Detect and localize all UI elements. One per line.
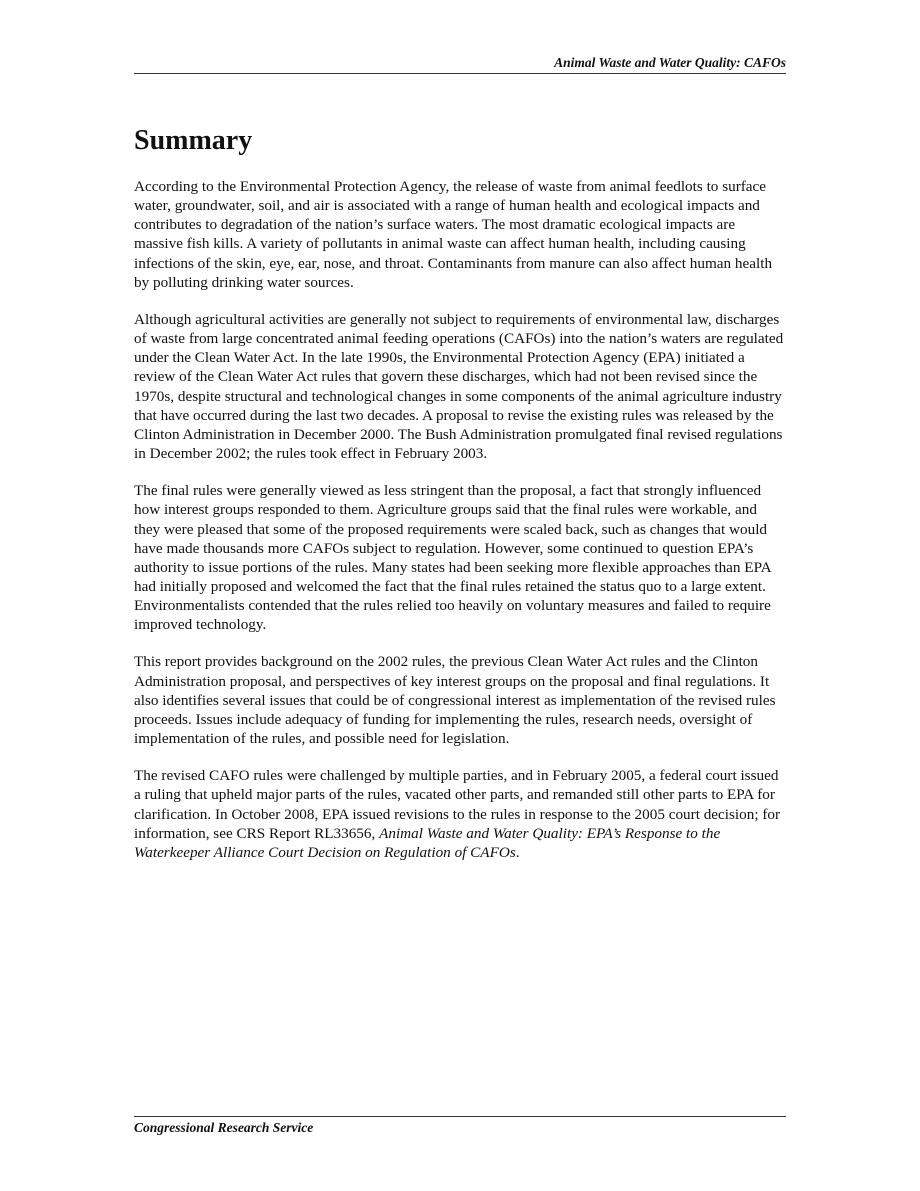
paragraph-1: According to the Environmental Protection Agency, the release of waste from animal feedlots to surface water, groundwater, soil, and air is associated with a range of human health and ecological impacts and contributes to degradation of the nation’s surface waters. The most dramatic ecological impacts are massive fish kills. A variety of pollutants in animal waste can affect human health, including causing infections of the skin, eye, ear, nose, and throat. Contaminants from manure can also affect human health by polluting drinking water sources. [134, 178, 773, 291]
paragraph-5-text: The revised CAFO rules were challenged by multiple parties, and in February 2005, a federal court issued a ruling that upheld major parts of the rules, vacated other parts, and remanded still other parts to EPA for clarification. In October 2008, EPA issued revisions to the rules in response to the 2005 court decision; for information, see CRS Report RL33656, [134, 767, 781, 842]
running-header: Animal Waste and Water Quality: CAFOs [554, 55, 786, 70]
report-citation-title: Animal Waste and Water Quality: EPA’s Response to the Waterkeeper Alliance Court Decision on Regulation of CAFOs [134, 824, 721, 861]
footer-divider [134, 1116, 786, 1117]
header-divider [134, 73, 786, 74]
summary-body [134, 177, 786, 880]
paragraph-5-end: . [515, 843, 520, 861]
paragraph-5 [134, 766, 786, 862]
page-title: Summary [134, 125, 253, 156]
paragraph-3: The final rules were generally viewed as less stringent than the proposal, a fact that strongly influenced how interest groups responded to them. Agriculture groups said that the final rules were workable, and they were pleased that some of the proposed requirements were scaled back, such as changes that would have made thousands more CAFOs subject to regulation. However, some continued to question EPA’s authority to issue portions of the rules. Many states had been seeking more flexible approaches than EPA had initially proposed and welcomed the fact that the final rules retained the status quo to a large extent. Environmentalists contended that the rules relied too heavily on voluntary measures and failed to require improved technology. [134, 482, 771, 634]
paragraph-4: This report provides background on the 2002 rules, the previous Clean Water Act rules and the Clinton Administration proposal, and perspectives of key interest groups on the proposal and final regulations. It also identifies several issues that could be of congressional interest as implementation of the revised rules proceeds. Issues include adequacy of funding for implementing the rules, research needs, oversight of implementation of the rules, and possible need for legislation. [134, 653, 776, 748]
footer-organization: Congressional Research Service [134, 1120, 314, 1135]
paragraph-2: Although agricultural activities are generally not subject to requirements of environmental law, discharges of waste from large concentrated animal feeding operations (CAFOs) into the nation’s waters are regulated under the Clean Water Act. In the late 1990s, the Environmental Protection Agency (EPA) initiated a review of the Clean Water Act rules that govern these discharges, which had not been revised since the 1970s, despite structural and technological changes in some components of the animal agriculture industry that have occurred during the last two decades. A proposal to revise the existing rules was released by the Clinton Administration in December 2000. The Bush Administration promulgated final revised regulations in December 2002; the rules took effect in February 2003. [134, 310, 784, 463]
